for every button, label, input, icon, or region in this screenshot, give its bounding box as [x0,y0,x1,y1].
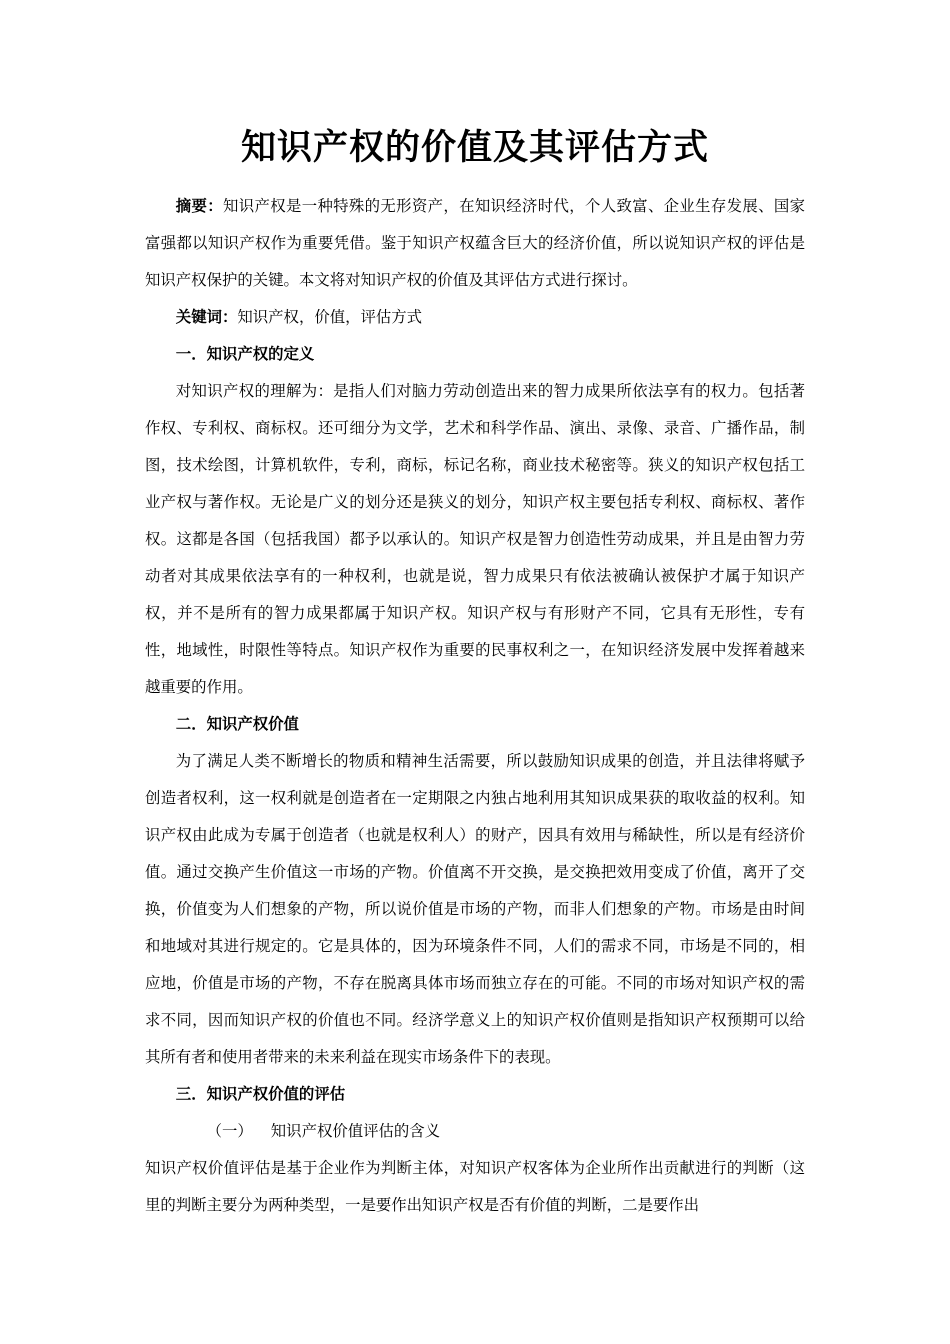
subsection-heading-meaning [145,1113,805,1150]
abstract-text: 知识产权是一种特殊的无形资产，在知识经济时代，个人致富、企业生存发展、国家富强都以知识产权作为重要凭借。鉴于知识产权蕴含巨大的经济价值，所以说知识产权的评估是知识产权保护的关键。本文将对知识产权的价值及其评估方式进行探讨。 [145,197,805,289]
keywords-text: 知识产权，价值，评估方式 [237,308,423,326]
keywords-line [145,299,805,336]
keywords-label: 关键词： [175,308,238,326]
subsection-title: 知识产权价值评估的含义 [270,1122,441,1140]
section-paragraph-value: 为了满足人类不断增长的物质和精神生活需要，所以鼓励知识成果的创造，并且法律将赋予创造者权利，这一权利就是创造者在一定期限之内独占地利用其知识成果获的取收益的权利。知识产权由此成为专属于创造者（也就是权利人）的财产，因具有效用与稀缺性，所以是有经济价值。通过交换产生价值这一市场的产物。价值离不开交换，是交换把效用变成了价值，离开了交换，价值变为人们想象的产物，所以说价值是市场的产物，而非人们想象的产物。市场是由时间和地域对其进行规定的。它是具体的，因为环境条件不同，人们的需求不同，市场是不同的，相应地，价值是市场的产物，不存在脱离具体市场而独立存在的可能。不同的市场对知识产权的需求不同，因而知识产权的价值也不同。经济学意义上的知识产权价值则是指知识产权预期可以给其所有者和使用者带来的未来利益在现实市场条件下的表现。 [145,752,805,1066]
abstract-label: 摘要： [175,197,224,215]
subsection-number: （一） [206,1122,253,1140]
section-paragraph-definition: 对知识产权的理解为：是指人们对脑力劳动创造出来的智力成果所依法享有的权力。包括著作权、专利权、商标权。还可细分为文学，艺术和科学作品、演出、录像、录音、广播作品，制图，技术绘图，计算机软件，专利，商标，标记名称，商业技术秘密等。狭义的知识产权包括工业产权与著作权。无论是广义的划分还是狭义的划分，知识产权主要包括专利权、商标权、著作权。这都是各国（包括我国）都予以承认的。知识产权是智力创造性劳动成果，并且是由智力劳动者对其成果依法享有的一种权利，也就是说，智力成果只有依法被确认被保护才属于知识产权，并不是所有的智力成果都属于知识产权。知识产权与有形财产不同，它具有无形性，专有性，地域性，时限性等特点。知识产权作为重要的民事权利之一，在知识经济发展中发挥着越来越重要的作用。 [145,382,805,696]
document-title: 知识产权的价值及其评估方式 [240,127,709,168]
section-heading-definition: 一．知识产权的定义 [175,345,315,363]
abstract-paragraph [145,188,805,299]
section-heading-evaluation: 三．知识产权价值的评估 [175,1085,346,1103]
section-heading-value: 二．知识产权价值 [175,715,299,733]
section-paragraph-evaluation: 知识产权价值评估是基于企业作为判断主体，对知识产权客体为企业所作出贡献进行的判断（这里的判断主要分为两种类型，一是要作出知识产权是否有价值的判断，二是要作出 [145,1159,805,1214]
document-body [145,122,805,1224]
